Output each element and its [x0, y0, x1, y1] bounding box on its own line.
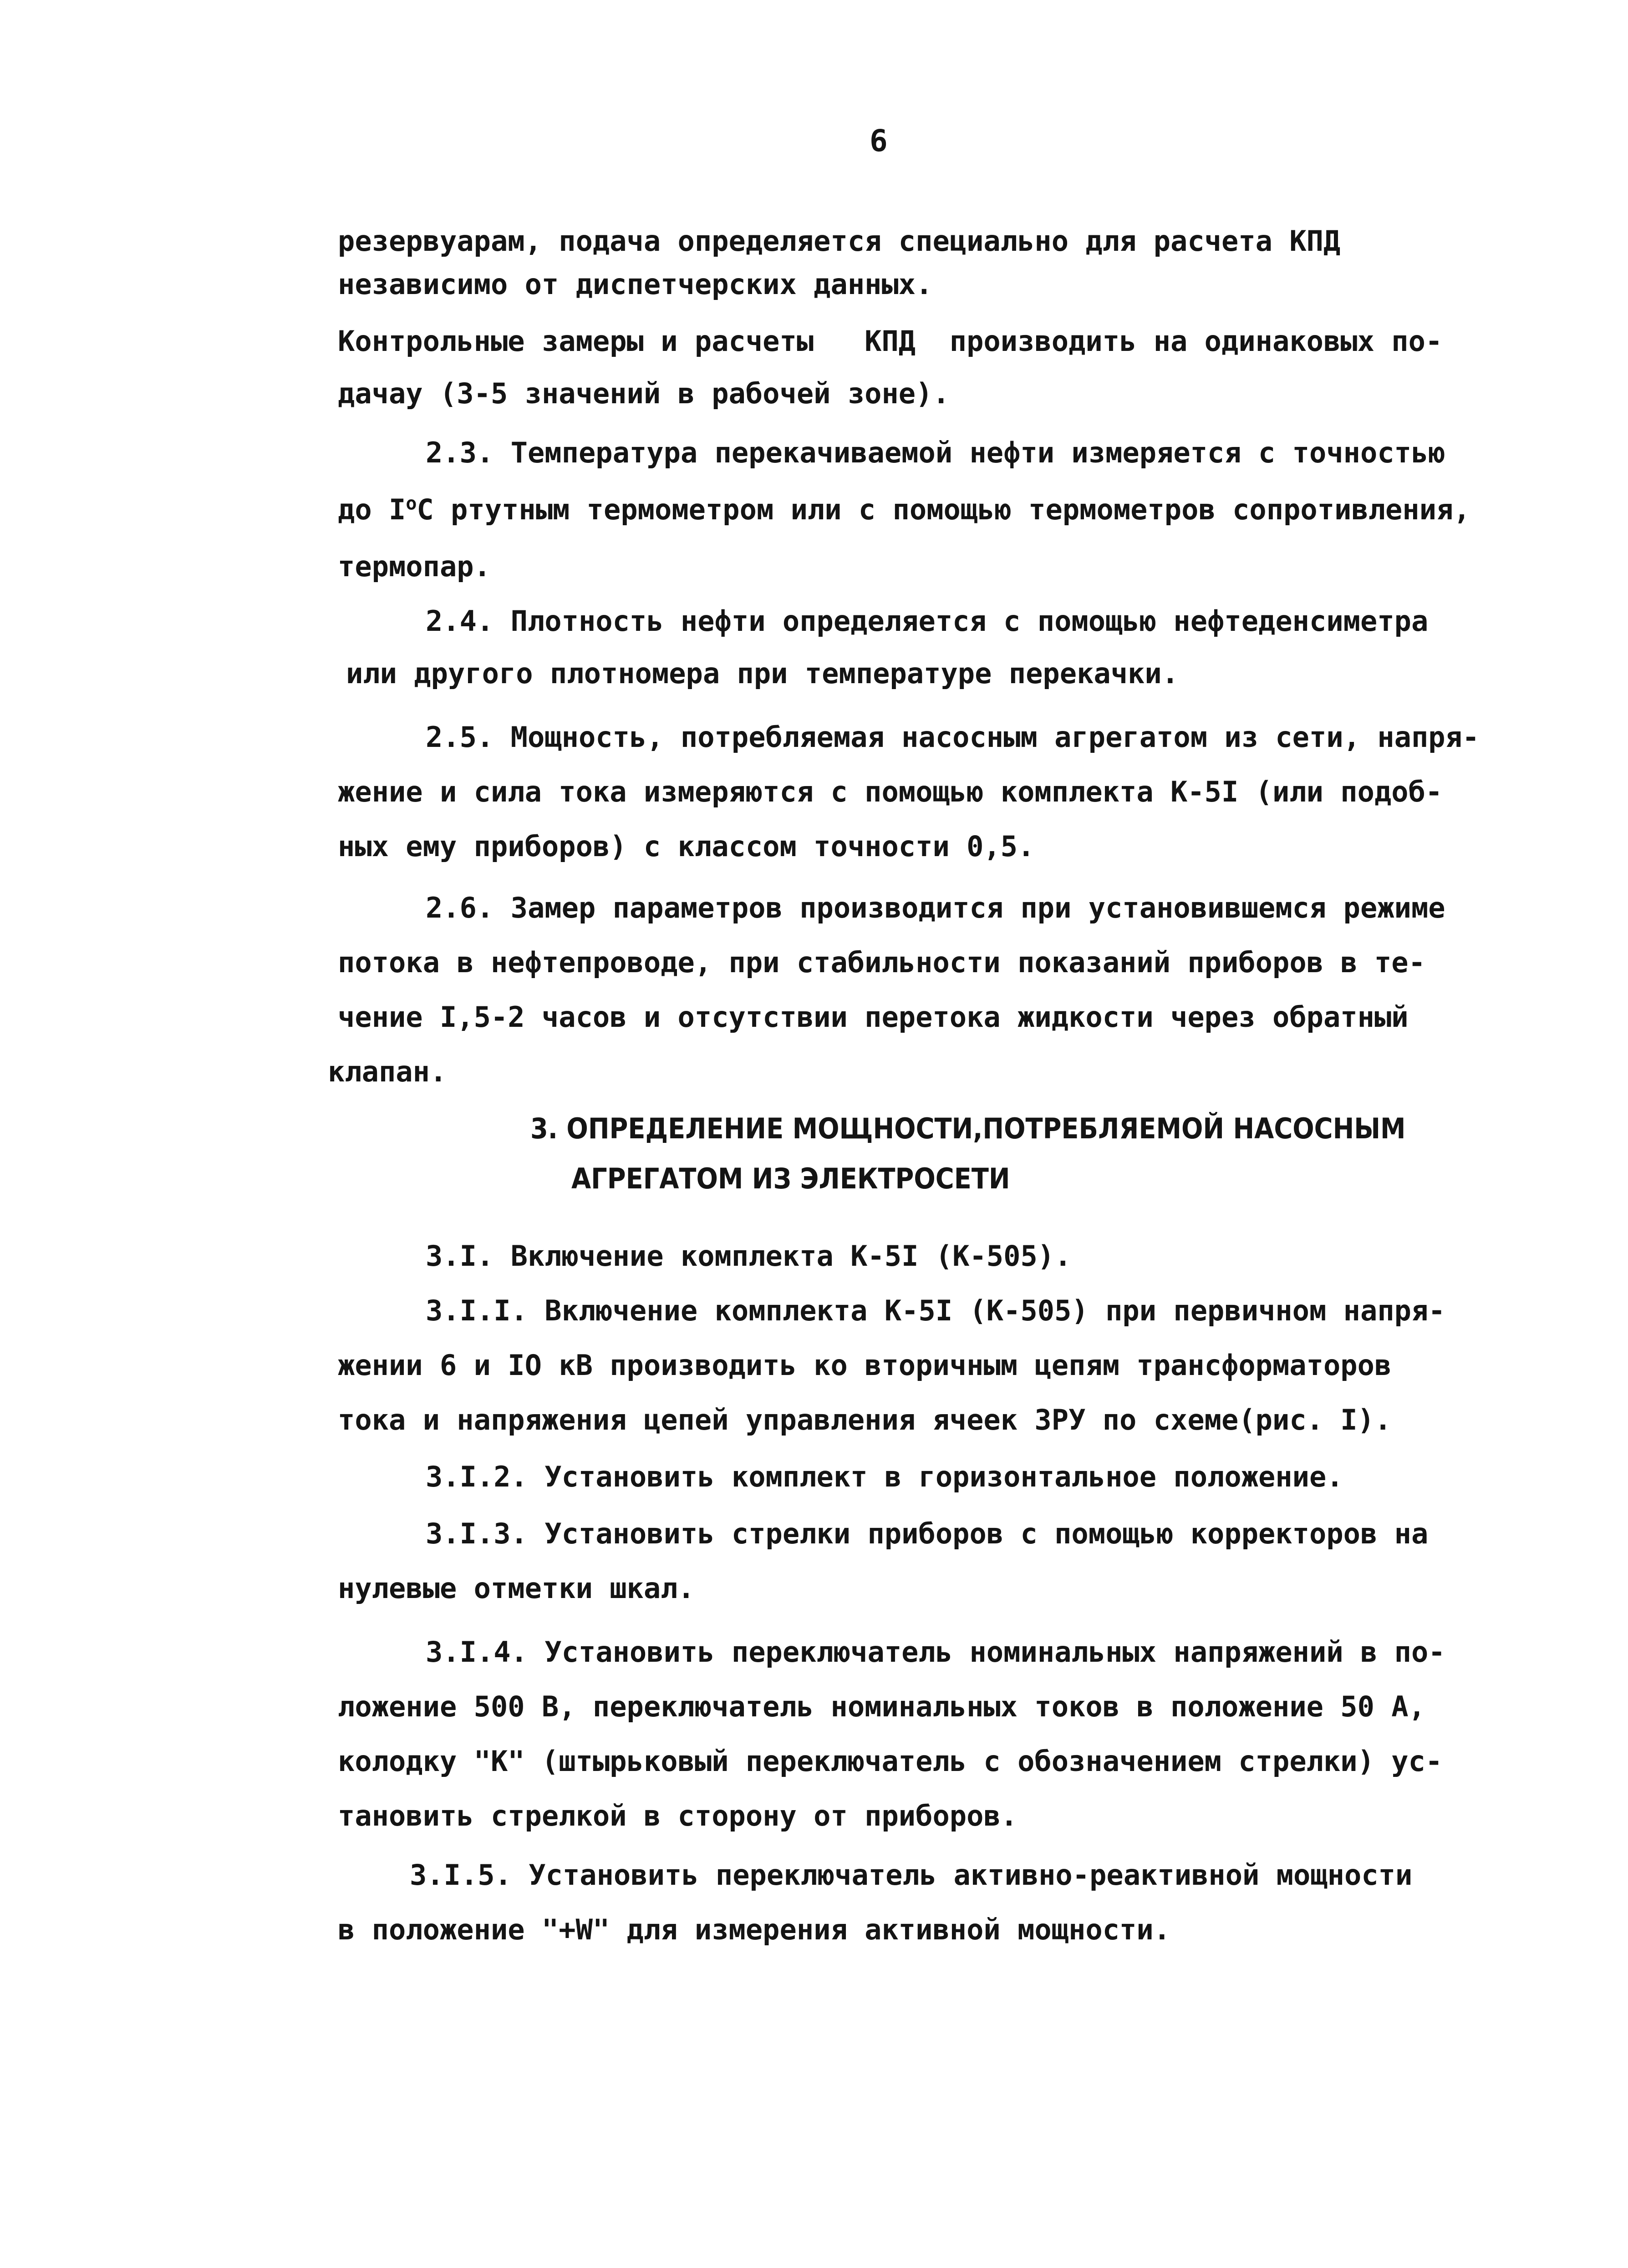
- paragraph-2-3-line: термопар.: [338, 550, 491, 583]
- paragraph-2-5-line: жение и сила тока измеряются с помощью комплекта К-5I (или подоб-: [338, 775, 1443, 808]
- paragraph-3-1-4-line: 3.I.4. Установить переключатель номинальных напряжений в по-: [426, 1635, 1445, 1669]
- paragraph-2-6-line: 2.6. Замер параметров производится при установившемся режиме: [426, 891, 1445, 924]
- text-line: резервуарам, подача определяется специально для расчета КПД: [338, 224, 1341, 258]
- text-line: Контрольные замеры и расчеты КПД производить на одинаковых по-: [338, 325, 1443, 358]
- paragraph-3-1-line: 3.I. Включение комплекта К-5I (К-505).: [426, 1239, 1072, 1273]
- paragraph-3-1-4-line: тановить стрелкой в сторону от приборов.: [338, 1799, 1018, 1832]
- paragraph-2-4-line: или другого плотномера при температуре перекачки.: [346, 657, 1179, 690]
- paragraph-2-5-line: ных ему приборов) с классом точности 0,5.: [338, 830, 1035, 863]
- paragraph-2-6-line: потока в нефтепроводе, при стабильности показаний приборов в те-: [338, 946, 1425, 979]
- section-heading: АГРЕГАТОМ ИЗ ЭЛЕКТРОСЕТИ: [571, 1162, 1010, 1195]
- paragraph-3-1-1-line: тока и напряжения цепей управления ячеек ЗРУ по схеме(рис. I).: [338, 1403, 1392, 1436]
- paragraph-3-1-4-line: колодку "К" (штырьковый переключатель с обозначением стрелки) ус-: [338, 1745, 1443, 1778]
- paragraph-3-1-2-line: 3.I.2. Установить комплект в горизонтальное положение.: [426, 1460, 1343, 1493]
- paragraph-3-1-1-line: жении 6 и IO кВ производить ко вторичным цепям трансформаторов: [338, 1349, 1392, 1382]
- paragraph-2-4-line: 2.4. Плотность нефти определяется с помощью нефтеденсиметра: [426, 604, 1429, 638]
- paragraph-3-1-5-line: 3.I.5. Установить переключатель активно-реактивной мощности: [410, 1858, 1413, 1892]
- page-number: 6: [870, 123, 888, 158]
- paragraph-2-5-line: 2.5. Мощность, потребляемая насосным агрегатом из сети, напря-: [426, 720, 1480, 754]
- paragraph-2-6-line: клапан.: [328, 1055, 447, 1088]
- paragraph-3-1-1-line: 3.I.I. Включение комплекта К-5I (К-505) при первичном напря-: [426, 1294, 1445, 1327]
- text-line: дачау (3-5 значений в рабочей зоне).: [338, 377, 950, 410]
- paragraph-3-1-3-line: нулевые отметки шкал.: [338, 1572, 695, 1605]
- text-line: независимо от диспетчерских данных.: [338, 268, 933, 301]
- paragraph-3-1-5-line: в положение "+W" для измерения активной мощности.: [338, 1913, 1171, 1946]
- paragraph-2-3-line: до $I^оС$ ртутным термометром или с помощью термометров сопротивления,: [338, 493, 1470, 526]
- section-heading: 3. ОПРЕДЕЛЕНИЕ МОЩНОСТИ,ПОТРЕБЛЯЕМОЙ НАСОСНЫМ: [530, 1112, 1406, 1145]
- paragraph-2-6-line: чение I,5-2 часов и отсутствии перетока жидкости через обратный: [338, 1000, 1409, 1034]
- paragraph-2-3-line: 2.3. Температура перекачиваемой нефти измеряется с точностью: [426, 436, 1445, 469]
- paragraph-3-1-4-line: ложение 500 В, переключатель номинальных токов в положение 50 А,: [338, 1690, 1425, 1723]
- paragraph-3-1-3-line: 3.I.3. Установить стрелки приборов с помощью корректоров на: [426, 1517, 1429, 1550]
